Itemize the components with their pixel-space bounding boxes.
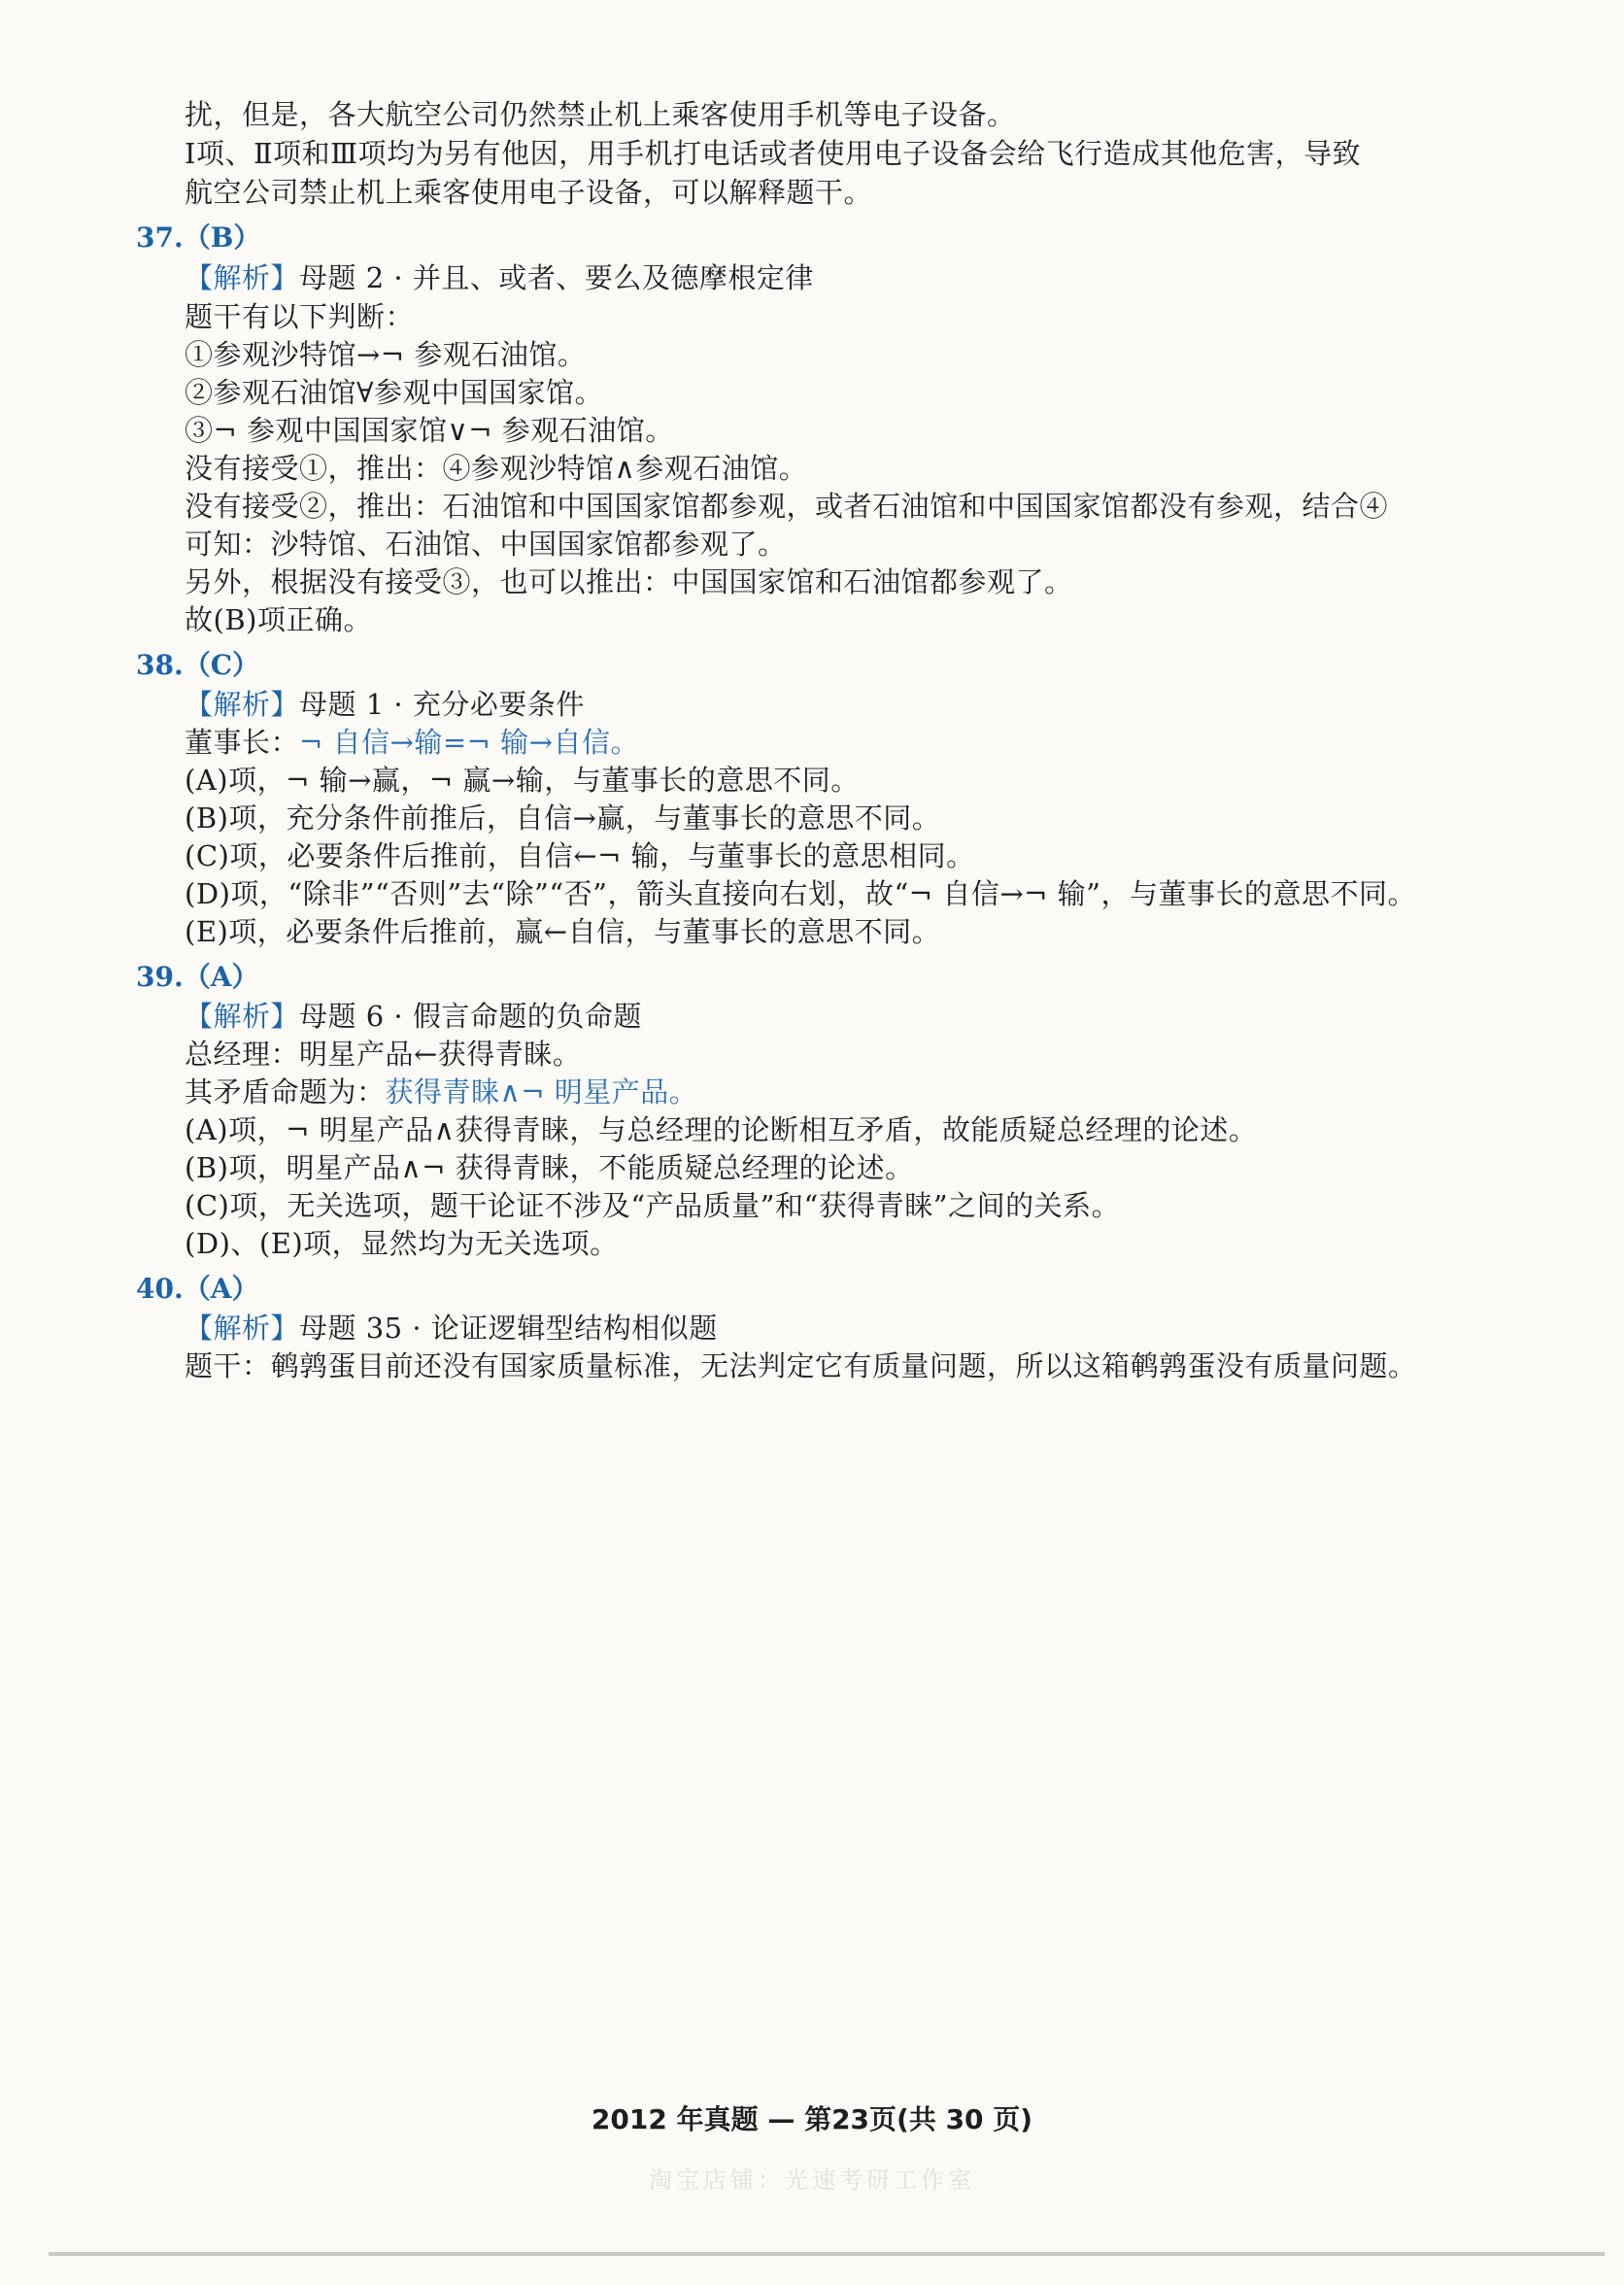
analysis-topic: 母题 1 · 充分必要条件 <box>299 688 585 721</box>
bottom-divider <box>49 2252 1605 2256</box>
analysis-line: ②参观石油馆∀参观中国国家馆。 <box>185 376 604 409</box>
question-number: 38.（C） <box>136 649 259 681</box>
analysis-line: 故(B)项正确。 <box>185 603 372 636</box>
analysis-line: 没有接受②，推出：石油馆和中国国家馆都参观，或者石油馆和中国国家馆都没有参观，结合④ <box>185 490 1389 523</box>
analysis-line: ①参观沙特馆→¬ 参观石油馆。 <box>185 338 587 371</box>
analysis-line: ③¬ 参观中国国家馆∨¬ 参观石油馆。 <box>185 414 674 447</box>
question-number: 40.（A） <box>136 1273 259 1305</box>
intro-line: 航空公司禁止机上乘客使用电子设备，可以解释题干。 <box>185 176 873 209</box>
analysis-topic: 母题 35 · 论证逻辑型结构相似题 <box>299 1312 718 1345</box>
analysis-line <box>185 723 639 762</box>
analysis-tag: 【解析】 <box>185 1312 300 1345</box>
analysis-line: (C)项，无关选项，题干论证不涉及“产品质量”和“获得青睐”之间的关系。 <box>185 1189 1121 1222</box>
analysis-line: 题干有以下判断： <box>185 300 415 333</box>
analysis-line: 总经理：明星产品←获得青睐。 <box>185 1038 582 1071</box>
question-number: 39.（A） <box>136 961 259 993</box>
analysis-heading <box>185 685 585 724</box>
analysis-line: (A)项，¬ 输→赢，¬ 赢→输，与董事长的意思不同。 <box>185 764 860 797</box>
watermark-text: 淘宝店铺：光速考研工作室 <box>649 2166 975 2194</box>
intro-line: 扰，但是，各大航空公司仍然禁止机上乘客使用手机等电子设备。 <box>185 98 1016 131</box>
analysis-heading <box>185 1309 718 1347</box>
analysis-line: (E)项，必要条件后推前，赢←自信，与董事长的意思不同。 <box>185 915 941 948</box>
analysis-line: (A)项，¬ 明星产品∧获得青睐，与总经理的论断相互矛盾，故能质疑总经理的论述。 <box>185 1113 1258 1146</box>
chair-label: 董事长： <box>185 726 300 759</box>
analysis-line <box>185 1073 697 1111</box>
analysis-tag: 【解析】 <box>185 1000 300 1033</box>
analysis-tag: 【解析】 <box>185 688 300 721</box>
analysis-line: (D)项，“除非”“否则”去“除”“否”，箭头直接向右划，故“¬ 自信→¬ 输”，与董事长的意思不同。 <box>185 877 1416 910</box>
question-number: 37.（B） <box>136 222 261 254</box>
contra-formula: 获得青睐∧¬ 明星产品。 <box>385 1075 698 1108</box>
analysis-line: 另外，根据没有接受③，也可以推出：中国国家馆和石油馆都参观了。 <box>185 565 1073 598</box>
analysis-topic: 母题 6 · 假言命题的负命题 <box>299 1000 642 1033</box>
analysis-line: (D)、(E)项，显然均为无关选项。 <box>185 1227 619 1260</box>
chair-formula: ¬ 自信→输=¬ 输→自信。 <box>299 726 639 759</box>
analysis-line: (C)项，必要条件后推前，自信←¬ 输，与董事长的意思相同。 <box>185 839 975 872</box>
analysis-tag: 【解析】 <box>185 261 300 294</box>
analysis-line: (B)项，明星产品∧¬ 获得青睐，不能质疑总经理的论述。 <box>185 1151 914 1184</box>
analysis-line: 题干：鹌鹑蛋目前还没有国家质量标准，无法判定它有质量问题，所以这箱鹌鹑蛋没有质量问题。 <box>185 1349 1417 1382</box>
analysis-heading <box>185 997 642 1036</box>
analysis-topic: 母题 2 · 并且、或者、要么及德摩根定律 <box>299 261 814 294</box>
analysis-line: (B)项，充分条件前推后，自信→赢，与董事长的意思不同。 <box>185 801 941 835</box>
page-footer: 2012 年真题 — 第23页(共 30 页) <box>591 2103 1033 2135</box>
analysis-line: 没有接受①，推出：④参观沙特馆∧参观石油馆。 <box>185 452 808 485</box>
intro-line: Ⅰ项、Ⅱ项和Ⅲ项均为另有他因，用手机打电话或者使用电子设备会给飞行造成其他危害，导致 <box>185 137 1362 170</box>
analysis-heading <box>185 258 814 297</box>
analysis-line: 可知：沙特馆、石油馆、中国国家馆都参观了。 <box>185 528 787 561</box>
contra-label: 其矛盾命题为： <box>185 1075 386 1108</box>
